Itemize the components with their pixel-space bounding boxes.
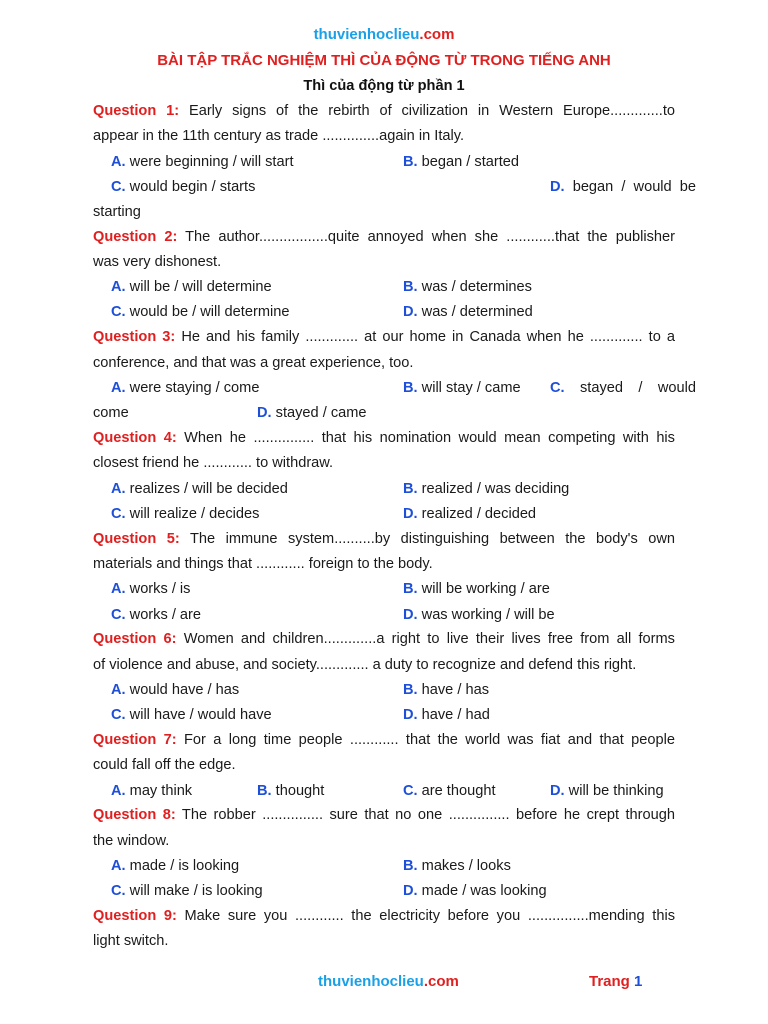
option-text: was / determines: [421, 279, 532, 295]
option-d: [257, 404, 367, 422]
option-letter: B.: [403, 279, 418, 295]
option-b: [403, 278, 532, 296]
option-text: makes / looks: [421, 858, 511, 874]
option-a: [111, 580, 190, 598]
option-text: have / had: [421, 707, 490, 723]
question-label: Question 1:: [93, 103, 180, 119]
option-letter: D.: [403, 883, 418, 899]
option-text: were beginning / will start: [129, 154, 294, 170]
option-text: made / is looking: [129, 858, 240, 874]
option-d: [403, 505, 536, 523]
option-text: made / was looking: [421, 883, 547, 899]
option-text: will stay / came: [421, 380, 521, 396]
option-b: [403, 681, 489, 699]
option-letter: A.: [111, 682, 126, 698]
option-a: [111, 153, 294, 171]
option-letter: B.: [257, 783, 272, 799]
question-2-line-1: [93, 228, 675, 246]
option-b: [403, 480, 569, 498]
option-text: will make / is looking: [129, 883, 263, 899]
question-label: Question 2:: [93, 229, 178, 245]
option-text: will be thinking: [568, 783, 664, 799]
option-letter: D.: [403, 607, 418, 623]
option-letter: B.: [403, 858, 418, 874]
question-4-line-2: closest friend he ............ to withdraw.: [93, 455, 334, 471]
question-9-line-1: [93, 907, 675, 925]
question-text: He and his family ............. at our home in Canada when he ............. to a: [181, 329, 675, 345]
option-letter: B.: [403, 682, 418, 698]
option-b: [403, 153, 519, 171]
option-d: [550, 782, 664, 800]
option-letter: D.: [403, 506, 418, 522]
question-text: Women and children.............a right to live their lives free from all forms: [183, 631, 675, 647]
option-letter: C.: [111, 179, 126, 195]
document-title: BÀI TẬP TRẮC NGHIỆM THÌ CỦA ĐỘNG TỪ TRONG TIẾNG ANH: [157, 52, 611, 69]
question-text: The author.................quite annoyed when she ............that the publisher: [185, 229, 675, 245]
question-text: Make sure you ............ the electricity before you ...............mending this: [184, 908, 675, 924]
option-text: was working / will be: [421, 607, 555, 623]
option-text: would have / has: [129, 682, 240, 698]
question-text: The robber ............... sure that no one ............... before he crept through: [181, 807, 675, 823]
question-3-line-2: conference, and that was a great experience, too.: [93, 355, 414, 371]
question-8-line-2: the window.: [93, 833, 170, 849]
question-label: Question 6:: [93, 631, 177, 647]
option-letter: A.: [111, 154, 126, 170]
option-c-continued: come: [93, 405, 129, 421]
question-7-line-2: could fall off the edge.: [93, 757, 236, 773]
option-a: [111, 379, 259, 397]
option-text: realizes / will be decided: [129, 481, 288, 497]
option-letter: D.: [550, 179, 565, 195]
option-text: would begin / starts: [129, 179, 256, 195]
option-letter: D.: [550, 783, 565, 799]
question-text: Early signs of the rebirth of civilization in Western Europe.............to: [188, 103, 675, 119]
question-7-line-1: [93, 731, 675, 749]
option-letter: B.: [403, 380, 418, 396]
option-letter: B.: [403, 481, 418, 497]
option-letter: D.: [403, 707, 418, 723]
option-text: will be working / are: [421, 581, 550, 597]
option-letter: A.: [111, 481, 126, 497]
question-1-line-1: [93, 102, 675, 120]
option-letter: A.: [111, 783, 126, 799]
question-6-line-1: [93, 630, 675, 648]
option-letter: A.: [111, 581, 126, 597]
question-8-line-1: [93, 806, 675, 824]
option-letter: C.: [111, 506, 126, 522]
question-9-line-2: light switch.: [93, 933, 169, 949]
option-b: [403, 857, 511, 875]
option-text: was / determined: [421, 304, 533, 320]
question-6-line-2: of violence and abuse, and society............. a duty to recognize and defend this right.: [93, 657, 637, 673]
question-label: Question 3:: [93, 329, 176, 345]
option-c: [111, 882, 263, 900]
question-text: For a long time people ............ that the world was fiat and that people: [184, 732, 676, 748]
site-name-part2: .com: [419, 26, 455, 43]
option-d: [403, 303, 533, 321]
option-d: [403, 606, 555, 624]
option-letter: A.: [111, 279, 126, 295]
option-letter: C.: [111, 607, 126, 623]
option-d: [403, 882, 547, 900]
option-letter: C.: [111, 883, 126, 899]
option-letter: D.: [257, 405, 272, 421]
site-name-part1: thuvienhoclieu: [313, 26, 420, 43]
option-b: [257, 782, 324, 800]
option-b: [403, 580, 550, 598]
option-letter: C.: [111, 304, 126, 320]
option-letter: C.: [403, 783, 418, 799]
footer-site-part1: thuvienhoclieu: [318, 973, 424, 990]
question-text: When he ............... that his nomination would mean competing with his: [184, 430, 675, 446]
option-text: have / has: [421, 682, 489, 698]
question-3-line-1: [93, 328, 675, 346]
option-letter: B.: [403, 154, 418, 170]
option-text: will have / would have: [129, 707, 272, 723]
option-a: [111, 681, 239, 699]
page-number-value: 1: [634, 973, 643, 990]
option-text: thought: [275, 783, 325, 799]
question-label: Question 7:: [93, 732, 177, 748]
option-d-continued: starting: [93, 204, 141, 220]
option-text: began / would be: [572, 179, 696, 195]
option-text: works / is: [129, 581, 191, 597]
question-5-line-1: [93, 530, 675, 548]
option-text: stayed / came: [275, 405, 367, 421]
question-label: Question 9:: [93, 908, 177, 924]
option-letter: C.: [550, 380, 565, 396]
question-4-line-1: [93, 429, 675, 447]
footer-site-part2: .com: [423, 973, 459, 990]
option-text: will be / will determine: [129, 279, 272, 295]
question-label: Question 4:: [93, 430, 177, 446]
site-name: [0, 26, 768, 43]
option-letter: A.: [111, 858, 126, 874]
document-subtitle: Thì của động từ phần 1: [303, 78, 465, 94]
question-2-line-2: was very dishonest.: [93, 254, 222, 270]
option-a: [111, 278, 272, 296]
option-text: may think: [129, 783, 193, 799]
option-a: [111, 782, 192, 800]
option-text: stayed / would: [580, 380, 696, 396]
option-text: works / are: [129, 607, 202, 623]
option-text: were staying / come: [129, 380, 260, 396]
option-text: will realize / decides: [129, 506, 260, 522]
option-letter: B.: [403, 581, 418, 597]
option-letter: D.: [403, 304, 418, 320]
option-c: [111, 706, 272, 724]
option-text: realized / decided: [421, 506, 537, 522]
option-a: [111, 480, 288, 498]
option-c: [111, 606, 201, 624]
option-letter: C.: [111, 707, 126, 723]
option-text: would be / will determine: [129, 304, 290, 320]
option-c: [111, 505, 259, 523]
question-5-line-2: materials and things that ............ foreign to the body.: [93, 556, 433, 572]
option-letter: A.: [111, 380, 126, 396]
question-label: Question 5:: [93, 531, 180, 547]
option-c: [550, 379, 696, 397]
option-c: [403, 782, 496, 800]
option-b: [403, 379, 521, 397]
option-text: realized / was deciding: [421, 481, 570, 497]
page-label: Trang: [589, 973, 635, 990]
option-c: [111, 178, 255, 196]
option-a: [111, 857, 239, 875]
page-number: [589, 973, 642, 990]
question-1-line-2: appear in the 11th century as trade ..............again in Italy.: [93, 128, 464, 144]
footer-site-name: [318, 973, 459, 990]
question-text: The immune system..........by distinguishing between the body's own: [189, 531, 675, 547]
option-d: [550, 178, 696, 196]
option-c: [111, 303, 289, 321]
question-label: Question 8:: [93, 807, 176, 823]
option-d: [403, 706, 490, 724]
option-text: began / started: [421, 154, 520, 170]
option-text: are thought: [421, 783, 496, 799]
